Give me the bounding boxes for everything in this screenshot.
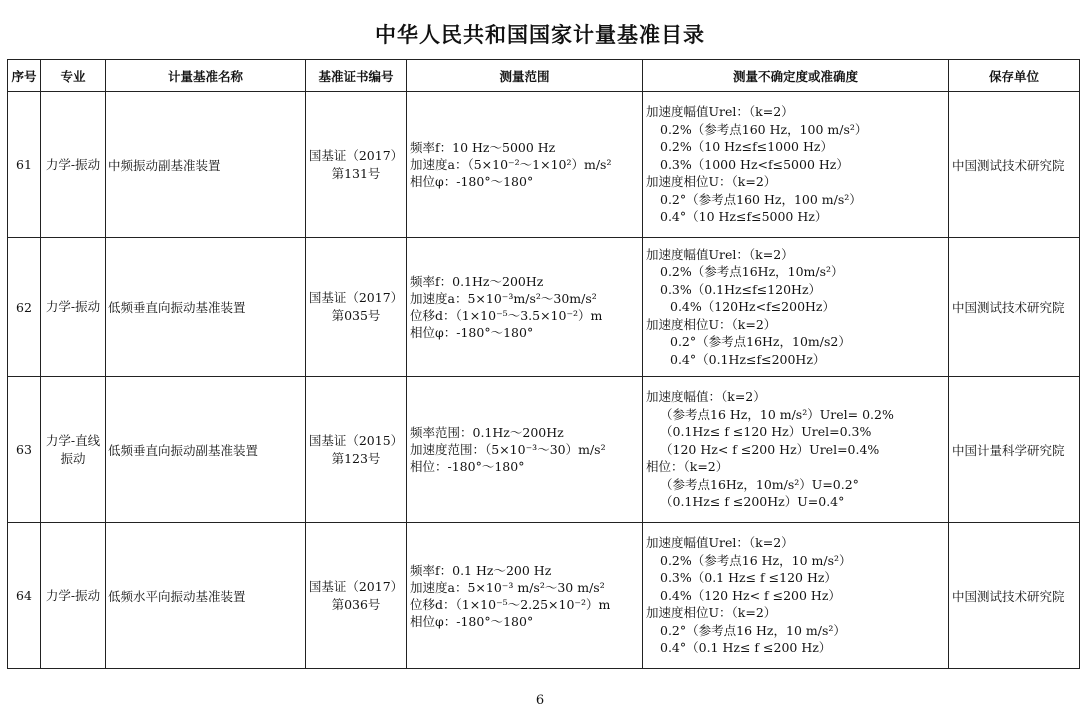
row-custodian: 中国计量科学研究院 <box>949 377 1080 523</box>
range-line: 相位φ：-180°～180° <box>410 613 534 629</box>
uncertainty-line: （0.1Hz≤ f ≤200Hz）U=0.4° <box>660 494 845 510</box>
uncertainty-line: 0.4°（10 Hz≤f≤5000 Hz） <box>660 209 828 225</box>
range-line: 相位φ：-180°～180° <box>410 325 534 340</box>
uncertainty-line: 加速度相位U：（k=2） <box>646 174 777 190</box>
page-number: 6 <box>535 693 545 708</box>
range-line: 位移d：（1×10⁻⁵～2.25×10⁻²）m <box>410 596 611 612</box>
row-range <box>407 92 643 238</box>
range-line: 频率f：0.1 Hz～200 Hz <box>410 562 552 578</box>
uncertainty-line: 0.3%（1000 Hz<f≤5000 Hz） <box>660 156 849 172</box>
certificate-line: 国基证（2017） <box>308 578 404 594</box>
range-line: 位移d：（1×10⁻⁵～3.5×10⁻²）m <box>410 308 603 323</box>
certificate-line: 第036号 <box>331 596 381 612</box>
row-standard-name: 低频水平向振动基准装置 <box>106 523 306 669</box>
row-uncertainty <box>643 238 949 377</box>
certificate-line: 国基证（2015） <box>308 432 404 448</box>
row-uncertainty <box>643 377 949 523</box>
certificate-line: 国基证（2017） <box>308 147 404 163</box>
uncertainty-line: 0.2°（参考点16 Hz，10 m/s²） <box>660 622 846 638</box>
row-major: 力学-振动 <box>41 238 106 377</box>
uncertainty-line: 0.4%（120Hz<f≤200Hz） <box>670 299 836 315</box>
table-row <box>8 377 1080 523</box>
header-measurement-range: 测量范围 <box>407 60 643 92</box>
uncertainty-line: 0.4°（0.1Hz≤f≤200Hz） <box>670 351 826 367</box>
row-serial: 61 <box>8 92 41 238</box>
uncertainty-line: （参考点16 Hz，10 m/s²）Urel= 0.2% <box>660 406 894 422</box>
certificate-line: 国基证（2017） <box>308 290 404 305</box>
uncertainty-line: 0.2°（参考点160 Hz，100 m/s²） <box>660 191 862 207</box>
header-serial: 序号 <box>8 60 41 92</box>
range-line: 频率f：0.1Hz～200Hz <box>410 274 544 289</box>
range-line: 频率f：10 Hz～5000 Hz <box>410 140 556 155</box>
row-major: 力学-振动 <box>41 523 106 669</box>
row-serial: 63 <box>8 377 41 523</box>
row-range <box>407 238 643 377</box>
uncertainty-line: 加速度幅值Urel：（k=2） <box>646 535 794 551</box>
row-serial: 62 <box>8 238 41 377</box>
standards-table <box>7 59 1080 669</box>
header-standard-name: 计量基准名称 <box>106 60 306 92</box>
row-certificate <box>306 238 407 377</box>
uncertainty-line: 0.2%（参考点16 Hz，10 m/s²） <box>660 552 852 568</box>
header-major: 专业 <box>41 60 106 92</box>
uncertainty-line: 0.2%（参考点16Hz，10m/s²） <box>660 264 844 280</box>
range-line: 相位：-180°～180° <box>410 459 525 474</box>
certificate-line: 第123号 <box>331 450 381 466</box>
row-standard-name: 低频垂直向振动基准装置 <box>106 238 306 377</box>
range-line: 加速度a：5×10⁻³ m/s²～30 m/s² <box>410 579 605 595</box>
range-line: 频率范围：0.1Hz～200Hz <box>410 425 564 440</box>
range-line: 加速度a：5×10⁻³m/s²～30m/s² <box>410 291 597 306</box>
range-line: 加速度a：（5×10⁻²～1×10²）m/s² <box>410 157 612 172</box>
range-line: 加速度范围：（5×10⁻³～30）m/s² <box>410 442 606 457</box>
uncertainty-line: 加速度相位U：（k=2） <box>646 316 777 332</box>
uncertainty-line: 0.2%（10 Hz≤f≤1000 Hz） <box>660 139 833 155</box>
row-custodian: 中国测试技术研究院 <box>949 238 1080 377</box>
uncertainty-line: 加速度幅值Urel：（k=2） <box>646 246 794 262</box>
row-major: 力学-振动 <box>41 92 106 238</box>
row-certificate <box>306 377 407 523</box>
row-standard-name: 中频振动副基准装置 <box>106 92 306 238</box>
table-row <box>8 238 1080 377</box>
uncertainty-line: （0.1Hz≤ f ≤120 Hz）Urel=0.3% <box>660 424 872 440</box>
row-serial: 64 <box>8 523 41 669</box>
uncertainty-line: 加速度幅值Urel：（k=2） <box>646 104 794 120</box>
uncertainty-line: （120 Hz< f ≤200 Hz）Urel=0.4% <box>660 441 880 457</box>
certificate-line: 第035号 <box>331 308 381 323</box>
row-major: 力学-直线振动 <box>41 377 106 523</box>
row-custodian: 中国测试技术研究院 <box>949 92 1080 238</box>
uncertainty-line: 加速度幅值：（k=2） <box>646 389 766 405</box>
row-range <box>407 377 643 523</box>
document-title: 中华人民共和国国家计量基准目录 <box>375 23 705 47</box>
uncertainty-line: 0.3%（0.1 Hz≤ f ≤120 Hz） <box>660 570 837 586</box>
table-header-row <box>8 60 1080 92</box>
uncertainty-line: 0.4°（0.1 Hz≤ f ≤200 Hz） <box>660 640 832 656</box>
row-certificate <box>306 523 407 669</box>
uncertainty-line: 0.2%（参考点160 Hz，100 m/s²） <box>660 121 868 137</box>
uncertainty-line: 加速度相位U：（k=2） <box>646 605 777 621</box>
row-standard-name: 低频垂直向振动副基准装置 <box>106 377 306 523</box>
uncertainty-line: 0.3%（0.1Hz≤f≤120Hz） <box>660 281 822 297</box>
row-uncertainty <box>643 523 949 669</box>
header-certificate-no: 基准证书编号 <box>306 60 407 92</box>
uncertainty-line: 0.2°（参考点16Hz，10m/s2） <box>670 334 851 350</box>
row-range <box>407 523 643 669</box>
table-row <box>8 92 1080 238</box>
range-line: 相位φ：-180°～180° <box>410 174 534 189</box>
row-custodian: 中国测试技术研究院 <box>949 523 1080 669</box>
header-uncertainty: 测量不确定度或准确度 <box>643 60 949 92</box>
header-custodian: 保存单位 <box>949 60 1080 92</box>
uncertainty-line: 相位：（k=2） <box>646 459 729 475</box>
uncertainty-line: 0.4%（120 Hz< f ≤200 Hz） <box>660 587 841 603</box>
certificate-line: 第131号 <box>331 165 381 181</box>
table-row <box>8 523 1080 669</box>
uncertainty-line: （参考点16Hz，10m/s²）U=0.2° <box>660 476 859 492</box>
row-certificate <box>306 92 407 238</box>
row-uncertainty <box>643 92 949 238</box>
